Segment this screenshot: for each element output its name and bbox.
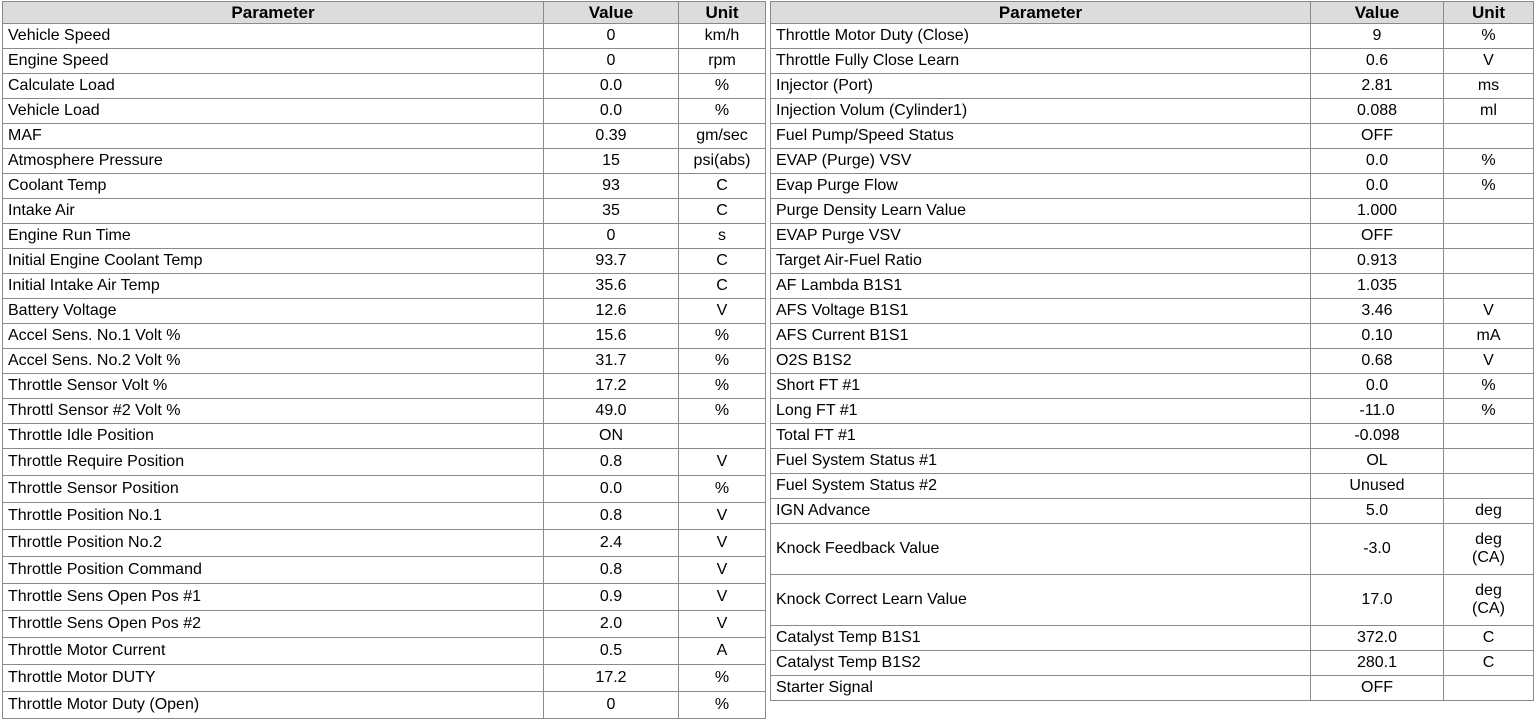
value-cell: 0.0 bbox=[544, 99, 679, 124]
parameter-cell: Catalyst Temp B1S1 bbox=[771, 626, 1311, 651]
right-parameter-table bbox=[770, 1, 1534, 701]
unit-cell: C bbox=[679, 174, 766, 199]
value-cell: 372.0 bbox=[1311, 626, 1444, 651]
value-cell: 17.2 bbox=[544, 374, 679, 399]
unit-cell: deg bbox=[1444, 499, 1534, 524]
table-row bbox=[771, 249, 1534, 274]
unit-cell: C bbox=[1444, 626, 1534, 651]
parameter-cell: Throttle Sens Open Pos #1 bbox=[3, 584, 544, 611]
table-row bbox=[3, 224, 766, 249]
parameter-column-header: Parameter bbox=[771, 2, 1311, 24]
table-row bbox=[771, 575, 1534, 626]
parameter-cell: Initial Intake Air Temp bbox=[3, 274, 544, 299]
table-row bbox=[771, 449, 1534, 474]
value-cell: 0.0 bbox=[544, 74, 679, 99]
value-cell: -0.098 bbox=[1311, 424, 1444, 449]
unit-cell: % bbox=[1444, 24, 1534, 49]
unit-cell: % bbox=[679, 374, 766, 399]
right-table-body bbox=[771, 24, 1534, 701]
unit-cell: s bbox=[679, 224, 766, 249]
value-cell: 2.4 bbox=[544, 530, 679, 557]
value-cell: 5.0 bbox=[1311, 499, 1444, 524]
unit-cell: V bbox=[1444, 349, 1534, 374]
parameter-cell: Throttle Sens Open Pos #2 bbox=[3, 611, 544, 638]
unit-cell bbox=[679, 424, 766, 449]
parameter-cell: Engine Speed bbox=[3, 49, 544, 74]
table-row bbox=[3, 74, 766, 99]
table-row bbox=[771, 24, 1534, 49]
table-row bbox=[771, 499, 1534, 524]
parameter-cell: Intake Air bbox=[3, 199, 544, 224]
table-row bbox=[3, 584, 766, 611]
table-row bbox=[3, 324, 766, 349]
table-row bbox=[3, 476, 766, 503]
value-cell: 0 bbox=[544, 24, 679, 49]
table-row bbox=[771, 74, 1534, 99]
parameter-cell: Throttl Sensor #2 Volt % bbox=[3, 399, 544, 424]
unit-column-header: Unit bbox=[679, 2, 766, 24]
table-row bbox=[3, 149, 766, 174]
unit-cell: V bbox=[1444, 299, 1534, 324]
unit-cell: V bbox=[1444, 49, 1534, 74]
unit-cell: C bbox=[679, 249, 766, 274]
table-row bbox=[3, 399, 766, 424]
value-cell: 49.0 bbox=[544, 399, 679, 424]
unit-cell: V bbox=[679, 299, 766, 324]
value-cell: 17.2 bbox=[544, 665, 679, 692]
unit-cell: V bbox=[679, 611, 766, 638]
unit-cell: C bbox=[679, 199, 766, 224]
unit-cell: V bbox=[679, 557, 766, 584]
unit-cell: mA bbox=[1444, 324, 1534, 349]
table-row bbox=[771, 274, 1534, 299]
value-cell: 0.39 bbox=[544, 124, 679, 149]
unit-cell: A bbox=[679, 638, 766, 665]
table-row bbox=[771, 99, 1534, 124]
unit-cell bbox=[1444, 274, 1534, 299]
value-cell: OFF bbox=[1311, 676, 1444, 701]
table-row bbox=[771, 374, 1534, 399]
table-row bbox=[771, 349, 1534, 374]
parameter-cell: Target Air-Fuel Ratio bbox=[771, 249, 1311, 274]
value-column-header: Value bbox=[1311, 2, 1444, 24]
table-row bbox=[771, 474, 1534, 499]
unit-cell: C bbox=[1444, 651, 1534, 676]
parameter-cell: Throttle Position No.1 bbox=[3, 503, 544, 530]
unit-cell: % bbox=[679, 349, 766, 374]
right-parameter-table-panel bbox=[770, 1, 1533, 701]
left-parameter-table-panel bbox=[2, 1, 765, 719]
parameter-cell: Throttle Motor DUTY bbox=[3, 665, 544, 692]
value-cell: 17.0 bbox=[1311, 575, 1444, 626]
parameter-cell: Initial Engine Coolant Temp bbox=[3, 249, 544, 274]
table-row bbox=[771, 149, 1534, 174]
parameter-cell: Evap Purge Flow bbox=[771, 174, 1311, 199]
value-cell: 0 bbox=[544, 692, 679, 719]
unit-column-header: Unit bbox=[1444, 2, 1534, 24]
parameter-cell: Throttle Position No.2 bbox=[3, 530, 544, 557]
unit-cell: V bbox=[679, 449, 766, 476]
unit-cell bbox=[1444, 474, 1534, 499]
unit-cell bbox=[1444, 124, 1534, 149]
table-row bbox=[3, 611, 766, 638]
parameter-cell: Coolant Temp bbox=[3, 174, 544, 199]
table-row bbox=[3, 199, 766, 224]
parameter-cell: AFS Current B1S1 bbox=[771, 324, 1311, 349]
table-row bbox=[771, 224, 1534, 249]
value-cell: 0.0 bbox=[1311, 149, 1444, 174]
table-row bbox=[771, 174, 1534, 199]
table-header-row bbox=[3, 2, 766, 24]
parameter-cell: Throttle Require Position bbox=[3, 449, 544, 476]
unit-cell: C bbox=[679, 274, 766, 299]
value-cell: 280.1 bbox=[1311, 651, 1444, 676]
unit-cell: % bbox=[1444, 374, 1534, 399]
value-cell: 35.6 bbox=[544, 274, 679, 299]
table-row bbox=[3, 99, 766, 124]
unit-cell: % bbox=[679, 99, 766, 124]
parameter-cell: Injector (Port) bbox=[771, 74, 1311, 99]
table-row bbox=[771, 524, 1534, 575]
value-cell: 12.6 bbox=[544, 299, 679, 324]
value-cell: 0 bbox=[544, 224, 679, 249]
value-cell: 0.0 bbox=[544, 476, 679, 503]
parameter-cell: Starter Signal bbox=[771, 676, 1311, 701]
value-cell: 15 bbox=[544, 149, 679, 174]
left-table-body bbox=[3, 24, 766, 719]
value-cell: 93.7 bbox=[544, 249, 679, 274]
table-row bbox=[771, 676, 1534, 701]
value-cell: 0 bbox=[544, 49, 679, 74]
parameter-cell: MAF bbox=[3, 124, 544, 149]
parameter-cell: Knock Feedback Value bbox=[771, 524, 1311, 575]
table-row bbox=[3, 299, 766, 324]
parameter-cell: Accel Sens. No.2 Volt % bbox=[3, 349, 544, 374]
unit-cell: % bbox=[679, 665, 766, 692]
unit-cell bbox=[1444, 199, 1534, 224]
value-cell: 9 bbox=[1311, 24, 1444, 49]
table-row bbox=[771, 651, 1534, 676]
parameter-cell: Total FT #1 bbox=[771, 424, 1311, 449]
value-cell: 0.8 bbox=[544, 557, 679, 584]
value-cell: 35 bbox=[544, 199, 679, 224]
unit-cell: km/h bbox=[679, 24, 766, 49]
value-cell: 2.0 bbox=[544, 611, 679, 638]
table-row bbox=[771, 124, 1534, 149]
value-cell: 1.000 bbox=[1311, 199, 1444, 224]
value-cell: OFF bbox=[1311, 124, 1444, 149]
table-row bbox=[3, 692, 766, 719]
unit-cell: V bbox=[679, 503, 766, 530]
value-cell: Unused bbox=[1311, 474, 1444, 499]
parameter-cell: Battery Voltage bbox=[3, 299, 544, 324]
table-row bbox=[3, 49, 766, 74]
value-cell: 0.0 bbox=[1311, 374, 1444, 399]
table-row bbox=[3, 665, 766, 692]
parameter-cell: O2S B1S2 bbox=[771, 349, 1311, 374]
parameter-cell: Accel Sens. No.1 Volt % bbox=[3, 324, 544, 349]
table-row bbox=[3, 638, 766, 665]
value-cell: ON bbox=[544, 424, 679, 449]
unit-cell bbox=[1444, 249, 1534, 274]
parameter-cell: Fuel System Status #2 bbox=[771, 474, 1311, 499]
parameter-cell: AF Lambda B1S1 bbox=[771, 274, 1311, 299]
parameter-cell: Throttle Motor Current bbox=[3, 638, 544, 665]
unit-cell: gm/sec bbox=[679, 124, 766, 149]
value-cell: 0.10 bbox=[1311, 324, 1444, 349]
table-row bbox=[3, 249, 766, 274]
unit-cell bbox=[1444, 676, 1534, 701]
table-row bbox=[3, 274, 766, 299]
unit-cell: deg (CA) bbox=[1444, 575, 1534, 626]
unit-cell: % bbox=[679, 476, 766, 503]
parameter-cell: Throttle Sensor Position bbox=[3, 476, 544, 503]
value-column-header: Value bbox=[544, 2, 679, 24]
value-cell: 93 bbox=[544, 174, 679, 199]
unit-cell bbox=[1444, 449, 1534, 474]
table-row bbox=[3, 24, 766, 49]
unit-cell: ml bbox=[1444, 99, 1534, 124]
value-cell: 3.46 bbox=[1311, 299, 1444, 324]
table-row bbox=[771, 199, 1534, 224]
unit-cell bbox=[1444, 224, 1534, 249]
parameter-cell: Injection Volum (Cylinder1) bbox=[771, 99, 1311, 124]
table-row bbox=[771, 299, 1534, 324]
table-row bbox=[3, 374, 766, 399]
unit-cell: % bbox=[679, 692, 766, 719]
parameter-cell: Throttle Sensor Volt % bbox=[3, 374, 544, 399]
left-parameter-table bbox=[2, 1, 766, 719]
parameter-cell: Atmosphere Pressure bbox=[3, 149, 544, 174]
value-cell: 0.5 bbox=[544, 638, 679, 665]
parameter-column-header: Parameter bbox=[3, 2, 544, 24]
unit-cell: % bbox=[1444, 149, 1534, 174]
unit-cell: deg (CA) bbox=[1444, 524, 1534, 575]
value-cell: 15.6 bbox=[544, 324, 679, 349]
table-row bbox=[3, 530, 766, 557]
parameter-cell: Fuel System Status #1 bbox=[771, 449, 1311, 474]
unit-cell: % bbox=[1444, 174, 1534, 199]
table-row bbox=[771, 424, 1534, 449]
table-row bbox=[3, 557, 766, 584]
value-cell: 0.088 bbox=[1311, 99, 1444, 124]
parameter-cell: Calculate Load bbox=[3, 74, 544, 99]
value-cell: 2.81 bbox=[1311, 74, 1444, 99]
table-row bbox=[3, 349, 766, 374]
table-row bbox=[3, 124, 766, 149]
value-cell: OFF bbox=[1311, 224, 1444, 249]
value-cell: 1.035 bbox=[1311, 274, 1444, 299]
parameter-cell: Vehicle Speed bbox=[3, 24, 544, 49]
table-row bbox=[3, 174, 766, 199]
parameter-cell: Throttle Motor Duty (Close) bbox=[771, 24, 1311, 49]
parameter-cell: Short FT #1 bbox=[771, 374, 1311, 399]
table-row bbox=[771, 399, 1534, 424]
value-cell: 0.68 bbox=[1311, 349, 1444, 374]
parameter-cell: Throttle Fully Close Learn bbox=[771, 49, 1311, 74]
unit-cell: psi(abs) bbox=[679, 149, 766, 174]
table-row bbox=[3, 503, 766, 530]
parameter-cell: Long FT #1 bbox=[771, 399, 1311, 424]
unit-cell: V bbox=[679, 530, 766, 557]
value-cell: 0.913 bbox=[1311, 249, 1444, 274]
table-row bbox=[771, 49, 1534, 74]
unit-cell: % bbox=[1444, 399, 1534, 424]
table-header-row bbox=[771, 2, 1534, 24]
value-cell: 0.8 bbox=[544, 503, 679, 530]
parameter-cell: Throttle Motor Duty (Open) bbox=[3, 692, 544, 719]
table-row bbox=[3, 449, 766, 476]
table-row bbox=[771, 626, 1534, 651]
unit-cell: ms bbox=[1444, 74, 1534, 99]
value-cell: 0.6 bbox=[1311, 49, 1444, 74]
value-cell: -3.0 bbox=[1311, 524, 1444, 575]
parameter-cell: Vehicle Load bbox=[3, 99, 544, 124]
parameter-cell: AFS Voltage B1S1 bbox=[771, 299, 1311, 324]
parameter-cell: Engine Run Time bbox=[3, 224, 544, 249]
value-cell: -11.0 bbox=[1311, 399, 1444, 424]
unit-cell: rpm bbox=[679, 49, 766, 74]
parameter-cell: Purge Density Learn Value bbox=[771, 199, 1311, 224]
value-cell: 0.8 bbox=[544, 449, 679, 476]
table-row bbox=[3, 424, 766, 449]
parameter-cell: IGN Advance bbox=[771, 499, 1311, 524]
parameter-cell: Throttle Position Command bbox=[3, 557, 544, 584]
unit-cell: V bbox=[679, 584, 766, 611]
table-row bbox=[771, 324, 1534, 349]
value-cell: 0.9 bbox=[544, 584, 679, 611]
parameter-cell: Fuel Pump/Speed Status bbox=[771, 124, 1311, 149]
unit-cell bbox=[1444, 424, 1534, 449]
parameter-cell: Catalyst Temp B1S2 bbox=[771, 651, 1311, 676]
value-cell: 0.0 bbox=[1311, 174, 1444, 199]
parameter-cell: EVAP Purge VSV bbox=[771, 224, 1311, 249]
parameter-cell: Knock Correct Learn Value bbox=[771, 575, 1311, 626]
value-cell: 31.7 bbox=[544, 349, 679, 374]
parameter-cell: Throttle Idle Position bbox=[3, 424, 544, 449]
unit-cell: % bbox=[679, 74, 766, 99]
unit-cell: % bbox=[679, 324, 766, 349]
unit-cell: % bbox=[679, 399, 766, 424]
value-cell: OL bbox=[1311, 449, 1444, 474]
parameter-cell: EVAP (Purge) VSV bbox=[771, 149, 1311, 174]
